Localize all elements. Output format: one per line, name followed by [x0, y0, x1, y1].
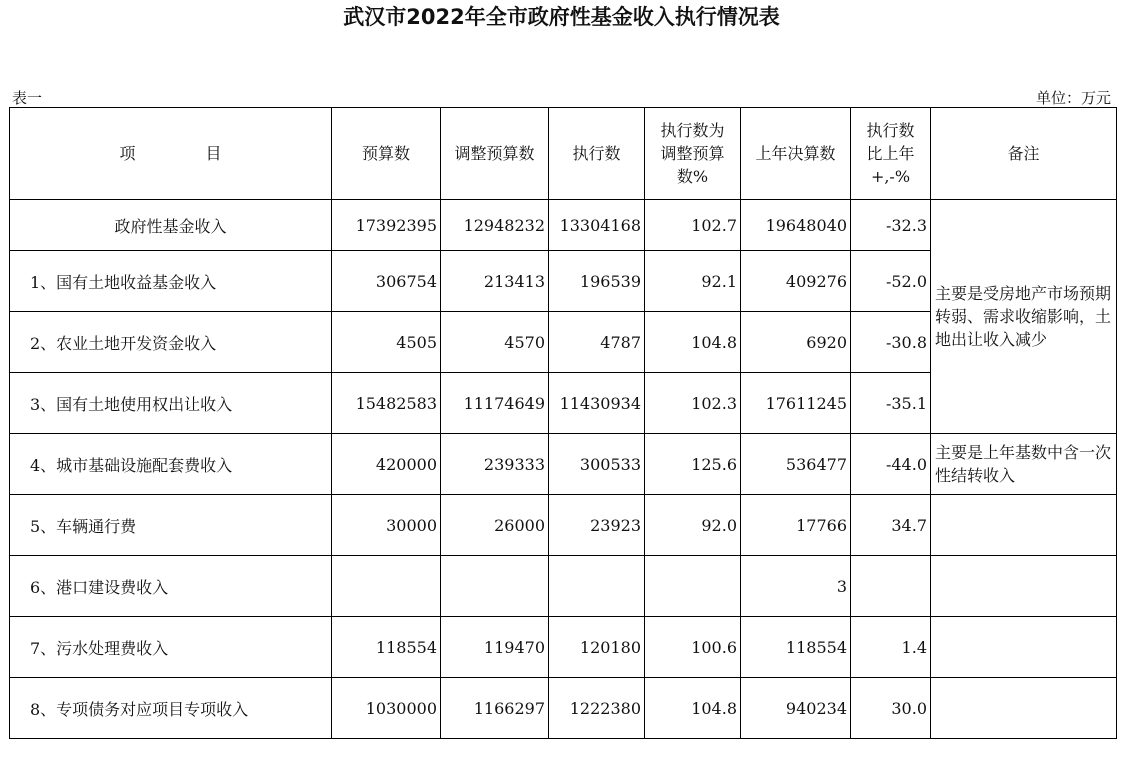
row-item: 8、专项债务对应项目专项收入	[10, 678, 332, 739]
page-title: 武汉市2022年全市政府性基金收入执行情况表	[343, 5, 780, 29]
cell-change: 34.7	[851, 495, 931, 556]
cell-adjusted: 26000	[441, 495, 549, 556]
cell-change: 1.4	[851, 617, 931, 678]
cell-adjusted: 11174649	[441, 373, 549, 434]
row-item: 2、农业土地开发资金收入	[10, 312, 332, 373]
cell-budget: 420000	[332, 434, 441, 495]
header-change-line-3: +,-%	[870, 167, 911, 186]
cell-adjusted: 4570	[441, 312, 549, 373]
table-row	[10, 678, 1117, 739]
cell-executed: 120180	[549, 617, 645, 678]
cell-ratio	[645, 556, 741, 617]
cell-executed: 300533	[549, 434, 645, 495]
cell-executed: 196539	[549, 251, 645, 312]
cell-budget: 15482583	[332, 373, 441, 434]
header-change-line-1: 执行数	[866, 121, 915, 140]
cell-ratio: 104.8	[645, 678, 741, 739]
cell-last-year: 409276	[741, 251, 851, 312]
note-empty	[931, 495, 1117, 556]
table-row	[10, 495, 1117, 556]
cell-executed: 1222380	[549, 678, 645, 739]
header-budget: 预算数	[332, 108, 441, 200]
unit-label: 单位：万元	[1035, 89, 1111, 107]
note-infra-fee: 主要是上年基数中含一次性结转收入	[931, 434, 1117, 495]
note-empty	[931, 678, 1117, 739]
cell-ratio: 102.7	[645, 200, 741, 251]
row-item: 1、国有土地收益基金收入	[10, 251, 332, 312]
header-ratio-line-1: 执行数为	[660, 121, 725, 140]
table-row	[10, 617, 1117, 678]
cell-last-year: 3	[741, 556, 851, 617]
note-land-revenue: 主要是受房地产市场预期转弱、需求收缩影响，土地出让收入减少	[931, 200, 1117, 434]
cell-adjusted: 12948232	[441, 200, 549, 251]
cell-last-year: 536477	[741, 434, 851, 495]
cell-last-year: 19648040	[741, 200, 851, 251]
cell-change: -35.1	[851, 373, 931, 434]
header-execution-ratio	[645, 108, 741, 200]
cell-executed: 11430934	[549, 373, 645, 434]
cell-executed: 13304168	[549, 200, 645, 251]
cell-adjusted: 213413	[441, 251, 549, 312]
table-row	[10, 200, 1117, 251]
cell-budget: 1030000	[332, 678, 441, 739]
cell-last-year: 17766	[741, 495, 851, 556]
header-project	[10, 108, 332, 200]
table-header-row	[10, 108, 1117, 200]
note-empty	[931, 617, 1117, 678]
cell-change: -30.8	[851, 312, 931, 373]
cell-adjusted: 1166297	[441, 678, 549, 739]
note-empty	[931, 556, 1117, 617]
header-last-year: 上年决算数	[741, 108, 851, 200]
row-item: 4、城市基础设施配套费收入	[10, 434, 332, 495]
cell-budget: 30000	[332, 495, 441, 556]
cell-change: -44.0	[851, 434, 931, 495]
cell-executed: 23923	[549, 495, 645, 556]
header-project-char-1: 项	[119, 144, 136, 163]
cell-budget: 4505	[332, 312, 441, 373]
cell-ratio: 92.0	[645, 495, 741, 556]
cell-ratio: 104.8	[645, 312, 741, 373]
table-number-label: 表一	[12, 89, 43, 107]
header-executed: 执行数	[549, 108, 645, 200]
header-ratio-line-2: 调整预算	[660, 144, 725, 163]
row-item: 5、车辆通行费	[10, 495, 332, 556]
header-note: 备注	[931, 108, 1117, 200]
row-item: 政府性基金收入	[10, 200, 332, 251]
cell-last-year: 940234	[741, 678, 851, 739]
table-row	[10, 556, 1117, 617]
cell-adjusted: 239333	[441, 434, 549, 495]
cell-executed	[549, 556, 645, 617]
cell-change: 30.0	[851, 678, 931, 739]
row-item: 6、港口建设费收入	[10, 556, 332, 617]
header-yoy-change	[851, 108, 931, 200]
header-ratio-line-3: 数%	[676, 167, 709, 186]
cell-last-year: 118554	[741, 617, 851, 678]
cell-ratio: 125.6	[645, 434, 741, 495]
row-item: 7、污水处理费收入	[10, 617, 332, 678]
cell-change: -32.3	[851, 200, 931, 251]
cell-change	[851, 556, 931, 617]
cell-budget: 118554	[332, 617, 441, 678]
header-adjusted-budget: 调整预算数	[441, 108, 549, 200]
header-project-char-2: 目	[205, 144, 222, 163]
cell-executed: 4787	[549, 312, 645, 373]
cell-budget: 306754	[332, 251, 441, 312]
cell-ratio: 102.3	[645, 373, 741, 434]
cell-ratio: 92.1	[645, 251, 741, 312]
row-item: 3、国有土地使用权出让收入	[10, 373, 332, 434]
header-change-line-2: 比上年	[866, 144, 915, 163]
cell-adjusted: 119470	[441, 617, 549, 678]
cell-ratio: 100.6	[645, 617, 741, 678]
cell-adjusted	[441, 556, 549, 617]
cell-budget	[332, 556, 441, 617]
cell-last-year: 6920	[741, 312, 851, 373]
cell-budget: 17392395	[332, 200, 441, 251]
table-row	[10, 434, 1117, 495]
cell-last-year: 17611245	[741, 373, 851, 434]
cell-change: -52.0	[851, 251, 931, 312]
fund-revenue-table	[9, 107, 1117, 739]
